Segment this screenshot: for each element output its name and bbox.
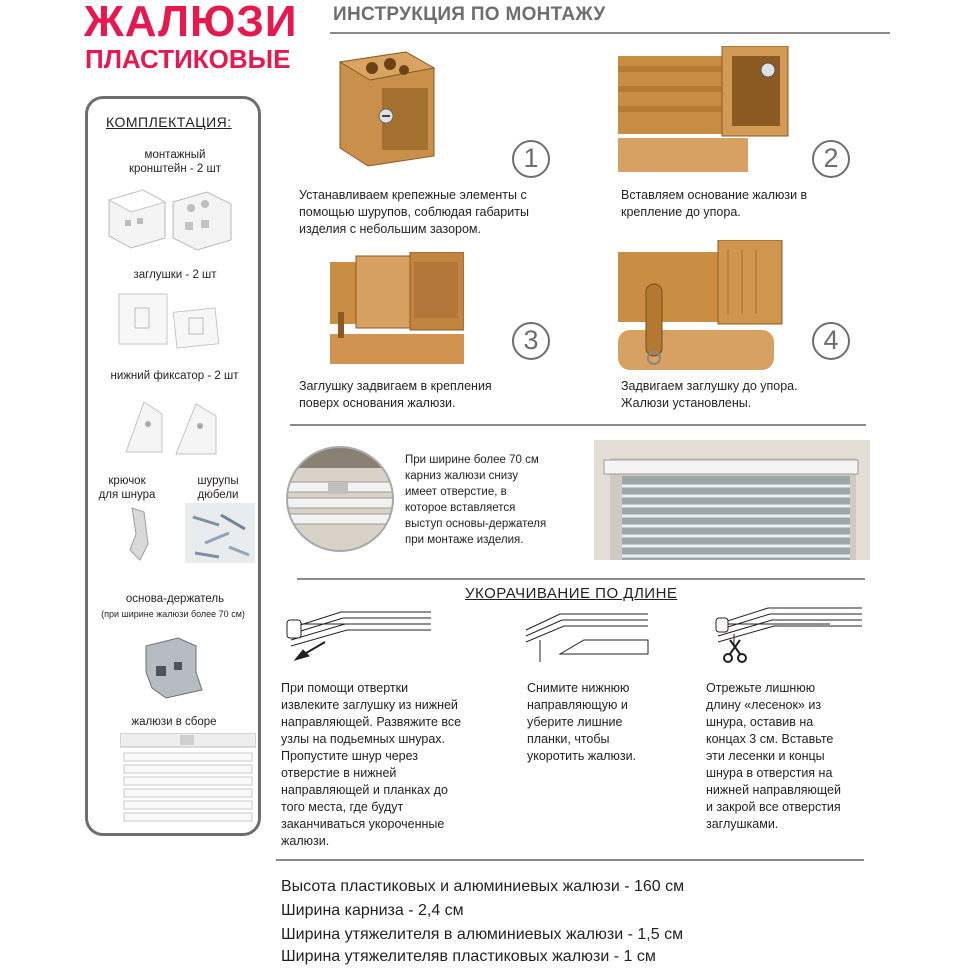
- shortening-step3-diagram: [708, 604, 864, 666]
- step4-text: Задвигаем заглушку до упора. Жалюзи установлены.: [621, 379, 798, 410]
- assembled-label: жалюзи в сборе: [131, 716, 217, 728]
- brand-title: ЖАЛЮЗИ: [84, 0, 298, 46]
- shortening-step2-text: Снимите нижнюю направляющую и уберите лишние планки, чтобы укоротить жалюзи.: [527, 681, 637, 763]
- assembled-blinds-image: [120, 733, 256, 827]
- kit-heading: КОМПЛЕКТАЦИЯ:: [106, 114, 232, 130]
- wide-divider: [297, 578, 865, 580]
- step1-text: Устанавливаем крепежные элементы с помощью шурупов, соблюдая габариты изделия с небольшим зазором.: [299, 188, 529, 236]
- bracket-label: монтажный кронштейн - 2 шт: [128, 149, 221, 175]
- spec-height: Высота пластиковых и алюминиевых жалюзи - 160 см: [281, 878, 685, 895]
- step3-number: 3: [512, 322, 550, 360]
- caps-label: заглушки - 2 шт: [133, 269, 217, 281]
- step3-image: [330, 252, 464, 364]
- step2-number: 2: [812, 140, 850, 178]
- screws-image: [185, 503, 255, 563]
- shortening-step3-text: Отрежьте лишнюю длину «лесенок» из шнура, оставив на концах 3 см. Вставьте эти лесенки и концы шнура в отверстия на нижней направляющей и закрой все отверстия заглушками.: [706, 681, 841, 831]
- spec-weight-aluminium: Ширина утяжелителя в алюминиевых жалюзи - 1,5 см: [281, 926, 684, 943]
- shortening-step1-text: При помощи отвертки извлеките заглушку из нижней направляющей. Развяжите все узлы на подьемных шнурах. Пропустите шнур через отверстие в нижней направляющей и планках до того места, где будут заканчиваться укороченные жалюзи.: [281, 681, 462, 848]
- step3-text: Заглушку задвигаем в крепления поверх основания жалюзи.: [299, 379, 492, 410]
- instructions-title: ИНСТРУКЦИЯ ПО МОНТАЖУ: [333, 4, 606, 25]
- step2-image: [618, 46, 790, 172]
- shortening-title: УКОРАЧИВАНИЕ ПО ДЛИНЕ: [465, 585, 678, 602]
- step2-text: Вставляем основание жалюзи в крепление до упора.: [621, 188, 808, 219]
- holder-image: [138, 632, 210, 702]
- screws-label: шурупы дюбели: [197, 475, 239, 501]
- caps-image: [115, 290, 225, 352]
- clip-label: нижний фиксатор - 2 шт: [110, 370, 239, 382]
- bracket-image: [103, 182, 253, 252]
- specs-divider: [276, 859, 864, 861]
- scissors-icon: [724, 640, 746, 662]
- spec-cornice-width: Ширина карниза - 2,4 см: [281, 902, 464, 919]
- step4-image: [618, 240, 784, 372]
- holder-note: (при ширине жалюзи более 70 см): [101, 609, 245, 619]
- wide-detail-image: [286, 446, 394, 552]
- holder-label: основа-держатель: [125, 593, 225, 605]
- shortening-step1-diagram: [281, 606, 433, 666]
- clip-image: [118, 394, 228, 460]
- hook-image: [122, 504, 158, 566]
- wide-note-text: При ширине более 70 см карниз жалюзи снизу имеет отверстие, в которое вставляется выступ основы-держателя при монтаже изделия.: [405, 454, 547, 546]
- step1-number: 1: [512, 140, 550, 178]
- steps-divider: [290, 424, 866, 426]
- spec-weight-plastic: Ширина утяжелителяв пластиковых жалюзи - 1 см: [281, 948, 656, 965]
- wide-window-image: [594, 440, 870, 560]
- hook-label: крючок для шнура: [98, 475, 156, 501]
- step1-image: [330, 48, 442, 170]
- step4-number: 4: [812, 322, 850, 360]
- brand-subtitle: ПЛАСТИКОВЫЕ: [85, 44, 291, 74]
- shortening-step2-diagram: [520, 610, 650, 668]
- header-divider: [330, 32, 890, 34]
